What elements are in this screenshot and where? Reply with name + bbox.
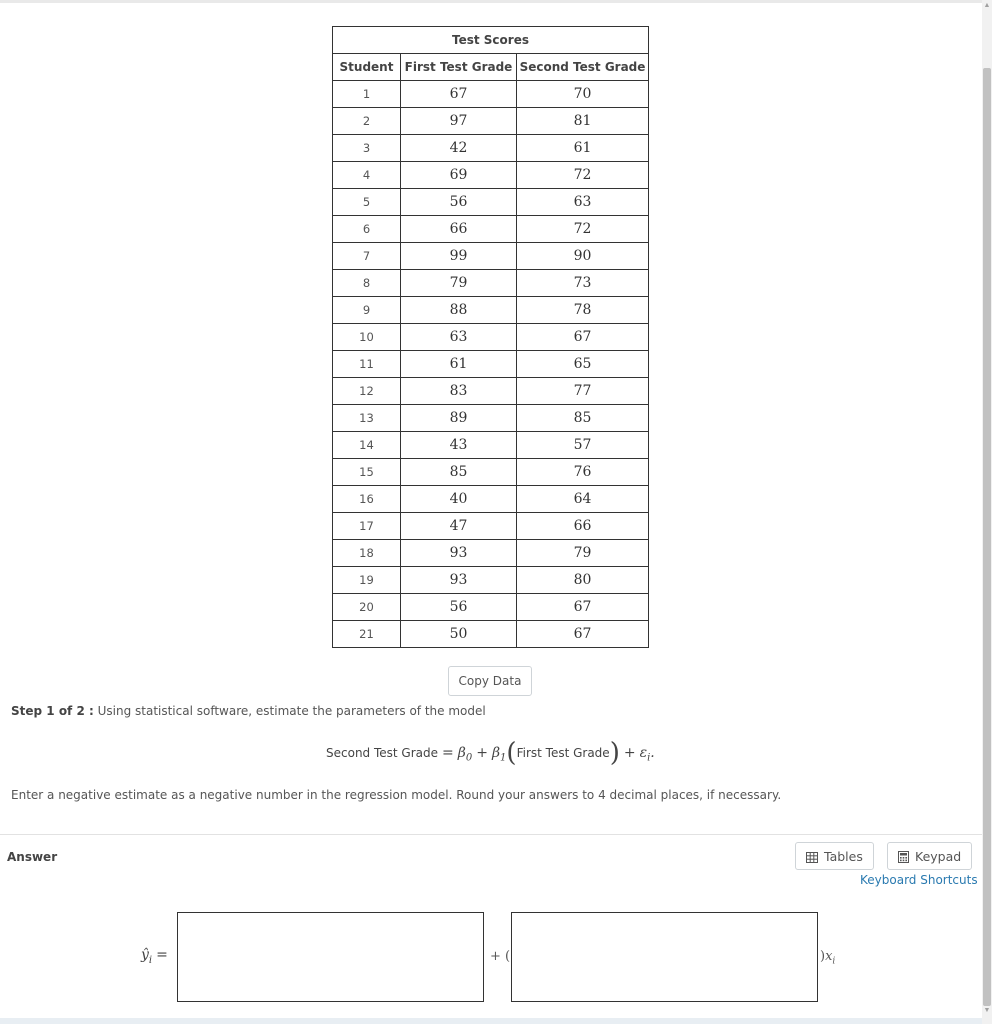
table-row <box>333 162 649 189</box>
table-row <box>333 540 649 567</box>
second-test-grade-cell: 67 <box>517 594 649 621</box>
table-row <box>333 324 649 351</box>
student-cell: 18 <box>333 540 401 567</box>
second-test-grade-cell: 66 <box>517 513 649 540</box>
yhat-sub: i <box>148 954 153 966</box>
first-test-grade-cell: 93 <box>401 567 517 594</box>
table-row <box>333 189 649 216</box>
tables-button[interactable] <box>795 842 874 870</box>
yhat-label <box>141 947 168 966</box>
formula-open-paren: ( <box>506 738 517 768</box>
table-row <box>333 513 649 540</box>
xi-term <box>820 949 835 967</box>
calculator-icon <box>898 851 909 863</box>
column-header-first-test: First Test Grade <box>401 54 517 81</box>
second-test-grade-cell: 77 <box>517 378 649 405</box>
yhat-symbol: ŷ <box>141 947 149 963</box>
table-row <box>333 81 649 108</box>
formula-epsilon-sub: i <box>647 752 651 764</box>
formula-beta0: β <box>457 745 466 761</box>
student-cell: 20 <box>333 594 401 621</box>
first-test-grade-cell: 61 <box>401 351 517 378</box>
second-test-grade-cell: 73 <box>517 270 649 297</box>
scroll-down-icon[interactable]: ▼ <box>983 1007 991 1014</box>
first-test-grade-cell: 89 <box>401 405 517 432</box>
keypad-button-label: Keypad <box>915 849 962 864</box>
second-test-grade-cell: 85 <box>517 405 649 432</box>
test-scores-table <box>332 26 649 648</box>
first-test-grade-cell: 47 <box>401 513 517 540</box>
beta1-answer-input[interactable] <box>511 912 818 1002</box>
second-test-grade-cell: 78 <box>517 297 649 324</box>
first-test-grade-cell: 56 <box>401 594 517 621</box>
xi-symbol: x <box>825 949 833 964</box>
yhat-equals: = <box>156 947 168 963</box>
bottom-border <box>0 1018 982 1024</box>
table-row <box>333 621 649 648</box>
student-cell: 11 <box>333 351 401 378</box>
second-test-grade-cell: 81 <box>517 108 649 135</box>
table-title: Test Scores <box>333 27 649 54</box>
table-row <box>333 297 649 324</box>
formula-close-paren: ) <box>609 738 620 768</box>
student-cell: 1 <box>333 81 401 108</box>
second-test-grade-cell: 72 <box>517 216 649 243</box>
second-test-grade-cell: 57 <box>517 432 649 459</box>
second-test-grade-cell: 79 <box>517 540 649 567</box>
section-divider <box>0 834 982 835</box>
second-test-grade-cell: 61 <box>517 135 649 162</box>
scrollbar-thumb[interactable] <box>983 68 991 1006</box>
xi-close-paren: ) <box>820 949 826 964</box>
student-cell: 17 <box>333 513 401 540</box>
formula-beta0-sub: 0 <box>465 752 473 764</box>
formula-plus-2: + <box>623 745 636 761</box>
first-test-grade-cell: 69 <box>401 162 517 189</box>
xi-sub: i <box>832 956 836 967</box>
first-test-grade-cell: 56 <box>401 189 517 216</box>
formula-equals: = <box>442 745 454 761</box>
table-row <box>333 108 649 135</box>
rounding-instruction: Enter a negative estimate as a negative number in the regression model. Round your answers to 4 decimal places, if necessary. <box>11 788 782 802</box>
second-test-grade-cell: 76 <box>517 459 649 486</box>
table-row <box>333 486 649 513</box>
first-test-grade-cell: 67 <box>401 81 517 108</box>
student-cell: 2 <box>333 108 401 135</box>
column-header-student: Student <box>333 54 401 81</box>
table-row <box>333 405 649 432</box>
student-cell: 16 <box>333 486 401 513</box>
formula-beta1: β <box>491 745 501 761</box>
student-cell: 15 <box>333 459 401 486</box>
column-header-second-test: Second Test Grade <box>517 54 649 81</box>
first-test-grade-cell: 42 <box>401 135 517 162</box>
step-instruction <box>11 704 486 718</box>
table-row <box>333 378 649 405</box>
student-cell: 10 <box>333 324 401 351</box>
student-cell: 9 <box>333 297 401 324</box>
step-label: Step 1 of 2 : <box>11 704 94 718</box>
first-test-grade-cell: 50 <box>401 621 517 648</box>
step-text: Using statistical software, estimate the parameters of the model <box>93 704 486 718</box>
first-test-grade-cell: 97 <box>401 108 517 135</box>
second-test-grade-cell: 67 <box>517 324 649 351</box>
copy-data-button[interactable]: Copy Data <box>448 666 532 696</box>
formula-inner: First Test Grade <box>516 746 610 760</box>
table-row <box>333 216 649 243</box>
student-cell: 19 <box>333 567 401 594</box>
tables-button-label: Tables <box>824 849 863 864</box>
table-row <box>333 432 649 459</box>
student-cell: 21 <box>333 621 401 648</box>
student-cell: 8 <box>333 270 401 297</box>
formula-plus: + <box>476 745 488 761</box>
first-test-grade-cell: 66 <box>401 216 517 243</box>
student-cell: 6 <box>333 216 401 243</box>
table-row <box>333 135 649 162</box>
table-row <box>333 459 649 486</box>
first-test-grade-cell: 88 <box>401 297 517 324</box>
student-cell: 4 <box>333 162 401 189</box>
table-row <box>333 594 649 621</box>
answer-label: Answer <box>7 850 58 864</box>
student-cell: 7 <box>333 243 401 270</box>
first-test-grade-cell: 99 <box>401 243 517 270</box>
table-row <box>333 351 649 378</box>
beta0-answer-input[interactable] <box>177 912 484 1002</box>
second-test-grade-cell: 70 <box>517 81 649 108</box>
first-test-grade-cell: 79 <box>401 270 517 297</box>
keyboard-shortcuts-link[interactable]: Keyboard Shortcuts <box>860 873 978 887</box>
first-test-grade-cell: 40 <box>401 486 517 513</box>
table-row <box>333 567 649 594</box>
first-test-grade-cell: 83 <box>401 378 517 405</box>
scroll-up-icon[interactable]: ▲ <box>983 2 991 9</box>
table-row <box>333 243 649 270</box>
first-test-grade-cell: 85 <box>401 459 517 486</box>
student-cell: 14 <box>333 432 401 459</box>
second-test-grade-cell: 65 <box>517 351 649 378</box>
student-cell: 12 <box>333 378 401 405</box>
keypad-button[interactable] <box>887 842 972 870</box>
formula-beta1-sub: 1 <box>500 752 507 764</box>
plus-open-paren: + ( <box>490 949 511 964</box>
formula-lhs: Second Test Grade <box>326 746 439 760</box>
formula-epsilon: ε <box>639 745 648 761</box>
second-test-grade-cell: 63 <box>517 189 649 216</box>
second-test-grade-cell: 80 <box>517 567 649 594</box>
first-test-grade-cell: 93 <box>401 540 517 567</box>
second-test-grade-cell: 67 <box>517 621 649 648</box>
student-cell: 3 <box>333 135 401 162</box>
second-test-grade-cell: 64 <box>517 486 649 513</box>
student-cell: 5 <box>333 189 401 216</box>
table-grid-icon <box>806 852 818 863</box>
second-test-grade-cell: 72 <box>517 162 649 189</box>
first-test-grade-cell: 43 <box>401 432 517 459</box>
table-row <box>333 270 649 297</box>
top-border <box>0 0 992 3</box>
vertical-scrollbar[interactable] <box>982 0 992 1024</box>
second-test-grade-cell: 90 <box>517 243 649 270</box>
formula-end: . <box>650 745 655 761</box>
first-test-grade-cell: 63 <box>401 324 517 351</box>
student-cell: 13 <box>333 405 401 432</box>
regression-model-formula <box>326 738 655 768</box>
